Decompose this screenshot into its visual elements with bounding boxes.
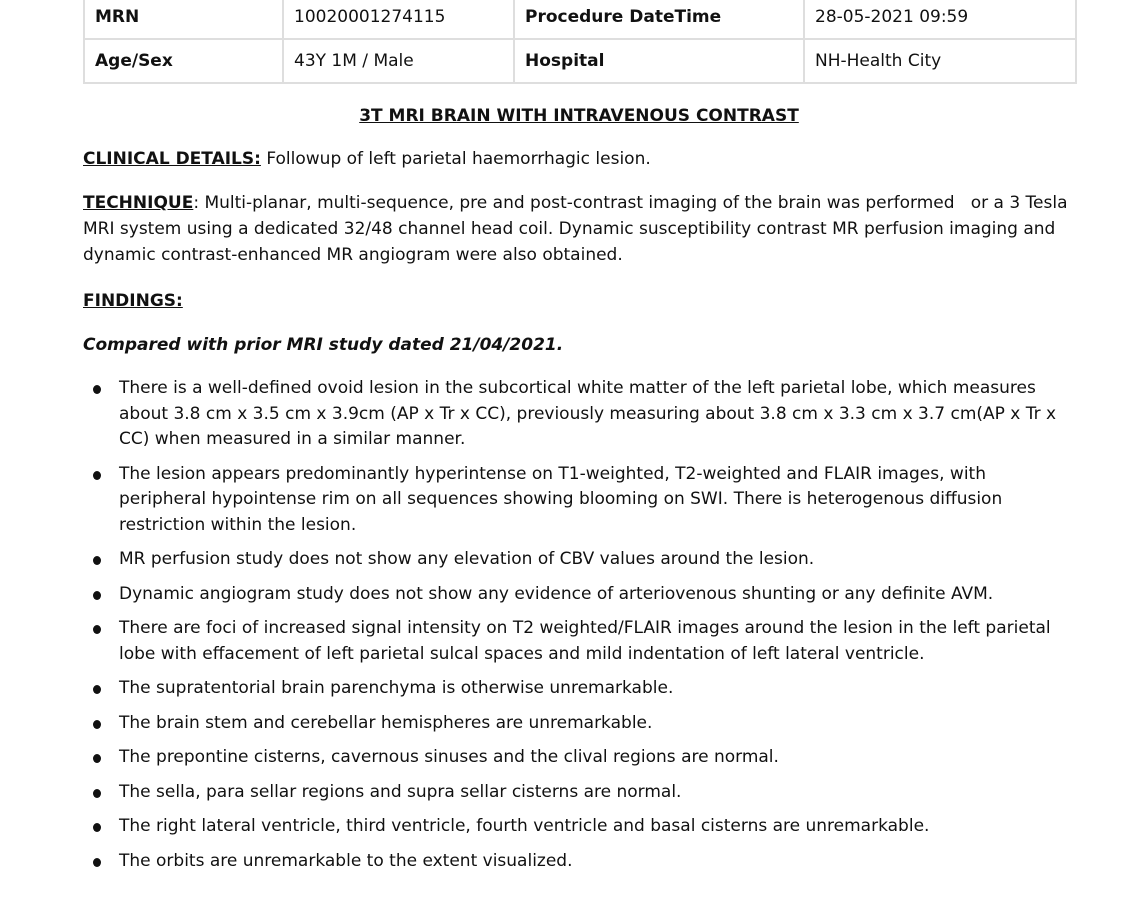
bullet-icon (93, 591, 101, 600)
bullet-icon (93, 823, 101, 832)
clinical-details-heading: CLINICAL DETAILS: (83, 149, 261, 169)
table-row (84, 39, 1076, 83)
age-sex-value: 43Y 1M / Male (283, 39, 514, 83)
technique-text: : Multi-planar, multi-sequence, pre and post-contrast imaging of the brain was performed or a 3 Tesla MRI system using a dedicated 32/48 channel head coil. Dynamic susceptibility contrast MR perfusion imaging and dynamic contrast-enhanced MR angiogram were also obtained. (83, 193, 1068, 265)
finding-text: The right lateral ventricle, third ventricle, fourth ventricle and basal cisterns are unremarkable. (119, 816, 930, 836)
hospital-value: NH-Health City (804, 39, 1076, 83)
list-item (83, 676, 1075, 702)
patient-info-table (83, 0, 1077, 84)
bullet-icon (93, 858, 101, 867)
list-item (83, 745, 1075, 771)
bullet-icon (93, 471, 101, 480)
procedure-datetime-label: Procedure DateTime (514, 0, 804, 39)
finding-text: Dynamic angiogram study does not show any evidence of arteriovenous shunting or any definite AVM. (119, 583, 994, 604)
finding-text: There is a well-defined ovoid lesion in the subcortical white matter of the left parietal lobe, which measures about 3.8 cm x 3.5 cm x 3.9cm (AP x Tr x CC), previously measuring about 3.8 cm x 3.3 cm x 3.7 cm(AP x Tr x CC) when measured in a similar manner. (119, 378, 1057, 449)
bullet-icon (93, 685, 101, 694)
finding-text: The prepontine cisterns, cavernous sinuses and the clival regions are normal. (119, 747, 779, 767)
list-item (83, 547, 1075, 573)
technique-heading: TECHNIQUE (83, 193, 194, 213)
list-item (83, 814, 1075, 840)
bullet-icon (93, 385, 101, 394)
list-item (83, 582, 1075, 608)
report-page (83, 0, 1075, 883)
report-title-container (83, 106, 1075, 126)
findings-heading: FINDINGS: (83, 291, 183, 311)
list-item (83, 849, 1075, 875)
mrn-value: 10020001274115 (283, 0, 514, 39)
bullet-icon (93, 789, 101, 798)
bullet-icon (93, 720, 101, 729)
clinical-details-text: Followup of left parietal haemorrhagic lesion. (260, 149, 651, 169)
mrn-label: MRN (84, 0, 283, 39)
list-item (83, 616, 1075, 667)
finding-text: There are foci of increased signal intensity on T2 weighted/FLAIR images around the lesion in the left parietal lobe with effacement of left parietal sulcal spaces and mild indentation of left lateral ventricle. (119, 618, 1051, 664)
finding-text: The brain stem and cerebellar hemispheres are unremarkable. (119, 712, 653, 733)
report-title: 3T MRI BRAIN WITH INTRAVENOUS CONTRAST (359, 106, 799, 126)
bullet-icon (93, 556, 101, 565)
finding-text: The sella, para sellar regions and supra sellar cisterns are normal. (119, 781, 682, 802)
list-item (83, 462, 1075, 539)
list-item (83, 780, 1075, 806)
age-sex-label: Age/Sex (84, 39, 283, 83)
finding-text: The lesion appears predominantly hyperintense on T1-weighted, T2-weighted and FLAIR images, with peripheral hypointense rim on all sequences showing blooming on SWI. There is heterogenous diffusion restriction within the lesion. (119, 463, 1003, 535)
table-row (84, 0, 1076, 39)
list-item (83, 376, 1075, 453)
finding-text: The orbits are unremarkable to the extent visualized. (119, 850, 573, 871)
hospital-label: Hospital (514, 39, 804, 83)
technique-section (83, 190, 1075, 268)
procedure-datetime-value: 28-05-2021 09:59 (804, 0, 1076, 39)
list-item (83, 711, 1075, 737)
bullet-icon (93, 625, 101, 634)
finding-text: The supratentorial brain parenchyma is otherwise unremarkable. (119, 678, 674, 698)
clinical-details-section (83, 146, 1075, 172)
findings-section (83, 288, 1075, 314)
bullet-icon (93, 754, 101, 763)
comparison-note: Compared with prior MRI study dated 21/04/2021. (83, 335, 564, 355)
finding-text: MR perfusion study does not show any elevation of CBV values around the lesion. (119, 549, 815, 569)
findings-list (83, 376, 1075, 874)
